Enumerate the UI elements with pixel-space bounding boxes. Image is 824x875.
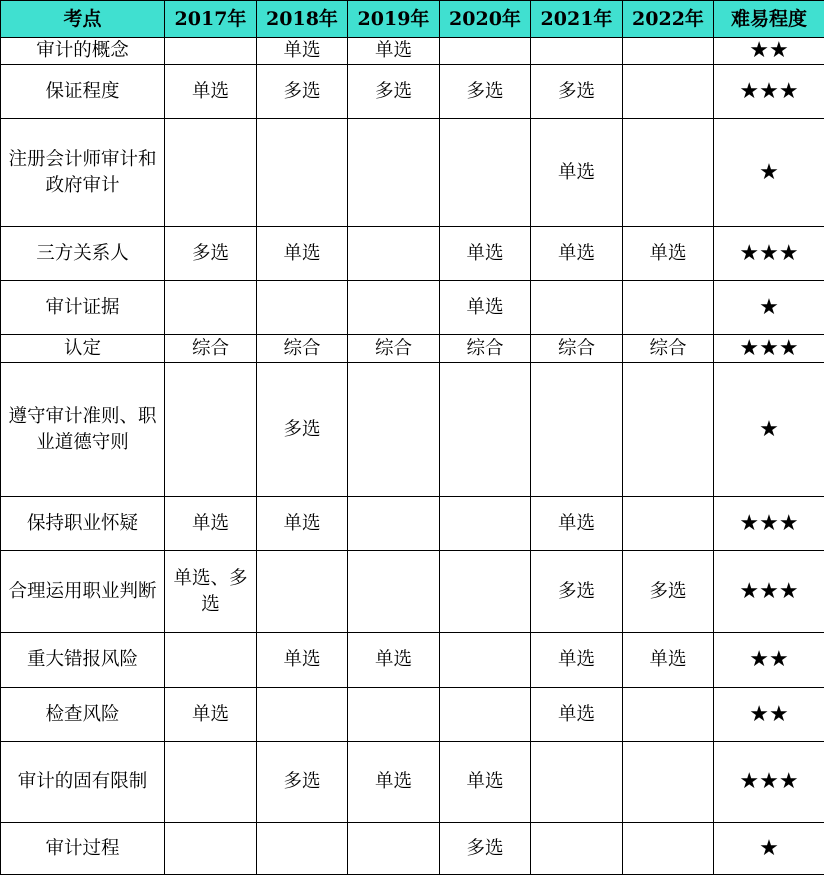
header-year-2020: 2020年 — [440, 1, 531, 38]
year-cell: 综合 — [623, 335, 714, 363]
table-row — [1, 551, 824, 633]
year-cell: 单选 — [348, 38, 440, 65]
difficulty-stars: ★★★ — [714, 227, 824, 281]
table-row — [1, 742, 824, 823]
year-cell — [165, 742, 257, 823]
year-cell: 单选 — [531, 227, 623, 281]
table-row — [1, 688, 824, 742]
table-row — [1, 38, 824, 65]
year-cell: 单选 — [623, 633, 714, 688]
topic-cell: 保持职业怀疑 — [1, 497, 165, 551]
year-cell — [257, 551, 348, 633]
year-cell: 单选 — [440, 281, 531, 335]
year-cell: 多选 — [531, 551, 623, 633]
table-row — [1, 823, 824, 875]
year-cell: 综合 — [440, 335, 531, 363]
year-cell — [623, 497, 714, 551]
year-cell — [531, 823, 623, 875]
year-cell — [440, 551, 531, 633]
year-cell: 多选 — [531, 65, 623, 119]
year-cell: 单选 — [348, 742, 440, 823]
year-cell: 多选 — [623, 551, 714, 633]
year-cell — [165, 823, 257, 875]
difficulty-stars: ★★ — [714, 633, 824, 688]
year-cell — [257, 119, 348, 227]
table-row — [1, 65, 824, 119]
year-cell — [348, 823, 440, 875]
topic-cell: 认定 — [1, 335, 165, 363]
header-year-2019: 2019年 — [348, 1, 440, 38]
year-cell: 单选 — [531, 497, 623, 551]
topic-cell: 重大错报风险 — [1, 633, 165, 688]
header-year-2022: 2022年 — [623, 1, 714, 38]
year-cell: 单选 — [440, 227, 531, 281]
year-cell: 单选 — [623, 227, 714, 281]
table-row — [1, 633, 824, 688]
year-cell: 多选 — [440, 823, 531, 875]
topic-cell: 合理运用职业判断 — [1, 551, 165, 633]
table-row — [1, 363, 824, 497]
header-topic: 考点 — [1, 1, 165, 38]
difficulty-stars: ★★★ — [714, 497, 824, 551]
year-cell — [440, 119, 531, 227]
year-cell: 单选 — [165, 688, 257, 742]
year-cell — [348, 227, 440, 281]
difficulty-stars: ★★★ — [714, 335, 824, 363]
year-cell — [348, 551, 440, 633]
year-cell — [348, 497, 440, 551]
year-cell — [623, 823, 714, 875]
year-cell: 单选 — [165, 497, 257, 551]
table-row — [1, 119, 824, 227]
difficulty-stars: ★ — [714, 281, 824, 335]
topic-cell: 遵守审计准则、职业道德守则 — [1, 363, 165, 497]
year-cell — [348, 281, 440, 335]
difficulty-stars: ★★ — [714, 38, 824, 65]
topic-cell: 保证程度 — [1, 65, 165, 119]
year-cell — [165, 633, 257, 688]
year-cell — [165, 363, 257, 497]
topic-cell: 审计过程 — [1, 823, 165, 875]
topic-cell: 审计证据 — [1, 281, 165, 335]
year-cell — [440, 363, 531, 497]
table-row — [1, 497, 824, 551]
year-cell: 多选 — [257, 65, 348, 119]
year-cell: 单选 — [257, 227, 348, 281]
year-cell — [531, 363, 623, 497]
year-cell: 单选 — [257, 633, 348, 688]
year-cell — [623, 363, 714, 497]
year-cell — [257, 688, 348, 742]
year-cell: 综合 — [348, 335, 440, 363]
header-year-2017: 2017年 — [165, 1, 257, 38]
year-cell — [257, 823, 348, 875]
table-row — [1, 227, 824, 281]
table-row — [1, 335, 824, 363]
difficulty-stars: ★ — [714, 119, 824, 227]
year-cell — [623, 742, 714, 823]
year-cell: 综合 — [165, 335, 257, 363]
year-cell: 单选 — [257, 38, 348, 65]
difficulty-stars: ★★ — [714, 688, 824, 742]
year-cell: 单选 — [348, 633, 440, 688]
topic-cell: 审计的固有限制 — [1, 742, 165, 823]
year-cell: 综合 — [531, 335, 623, 363]
difficulty-stars: ★ — [714, 363, 824, 497]
year-cell — [623, 281, 714, 335]
year-cell — [531, 742, 623, 823]
year-cell — [257, 281, 348, 335]
topic-cell: 三方关系人 — [1, 227, 165, 281]
year-cell — [440, 38, 531, 65]
topic-cell: 注册会计师审计和政府审计 — [1, 119, 165, 227]
topic-cell: 检查风险 — [1, 688, 165, 742]
year-cell — [440, 497, 531, 551]
year-cell — [440, 688, 531, 742]
header-difficulty: 难易程度 — [714, 1, 824, 38]
difficulty-stars: ★ — [714, 823, 824, 875]
year-cell — [348, 688, 440, 742]
year-cell — [348, 119, 440, 227]
year-cell — [623, 119, 714, 227]
year-cell: 单选 — [165, 65, 257, 119]
year-cell: 单选 — [257, 497, 348, 551]
year-cell — [623, 38, 714, 65]
year-cell: 多选 — [257, 742, 348, 823]
year-cell — [531, 281, 623, 335]
year-cell: 单选、多选 — [165, 551, 257, 633]
year-cell: 多选 — [348, 65, 440, 119]
year-cell: 综合 — [257, 335, 348, 363]
year-cell: 单选 — [531, 633, 623, 688]
topic-cell: 审计的概念 — [1, 38, 165, 65]
table-row — [1, 281, 824, 335]
year-cell — [623, 688, 714, 742]
difficulty-stars: ★★★ — [714, 742, 824, 823]
year-cell: 多选 — [257, 363, 348, 497]
year-cell — [165, 281, 257, 335]
year-cell: 多选 — [165, 227, 257, 281]
difficulty-stars: ★★★ — [714, 551, 824, 633]
header-year-2021: 2021年 — [531, 1, 623, 38]
year-cell — [440, 633, 531, 688]
year-cell — [623, 65, 714, 119]
difficulty-stars: ★★★ — [714, 65, 824, 119]
year-cell — [531, 38, 623, 65]
year-cell: 多选 — [440, 65, 531, 119]
header-year-2018: 2018年 — [257, 1, 348, 38]
year-cell: 单选 — [531, 119, 623, 227]
year-cell — [348, 363, 440, 497]
year-cell: 单选 — [531, 688, 623, 742]
header-row — [1, 1, 824, 38]
year-cell — [165, 38, 257, 65]
year-cell: 单选 — [440, 742, 531, 823]
year-cell — [165, 119, 257, 227]
